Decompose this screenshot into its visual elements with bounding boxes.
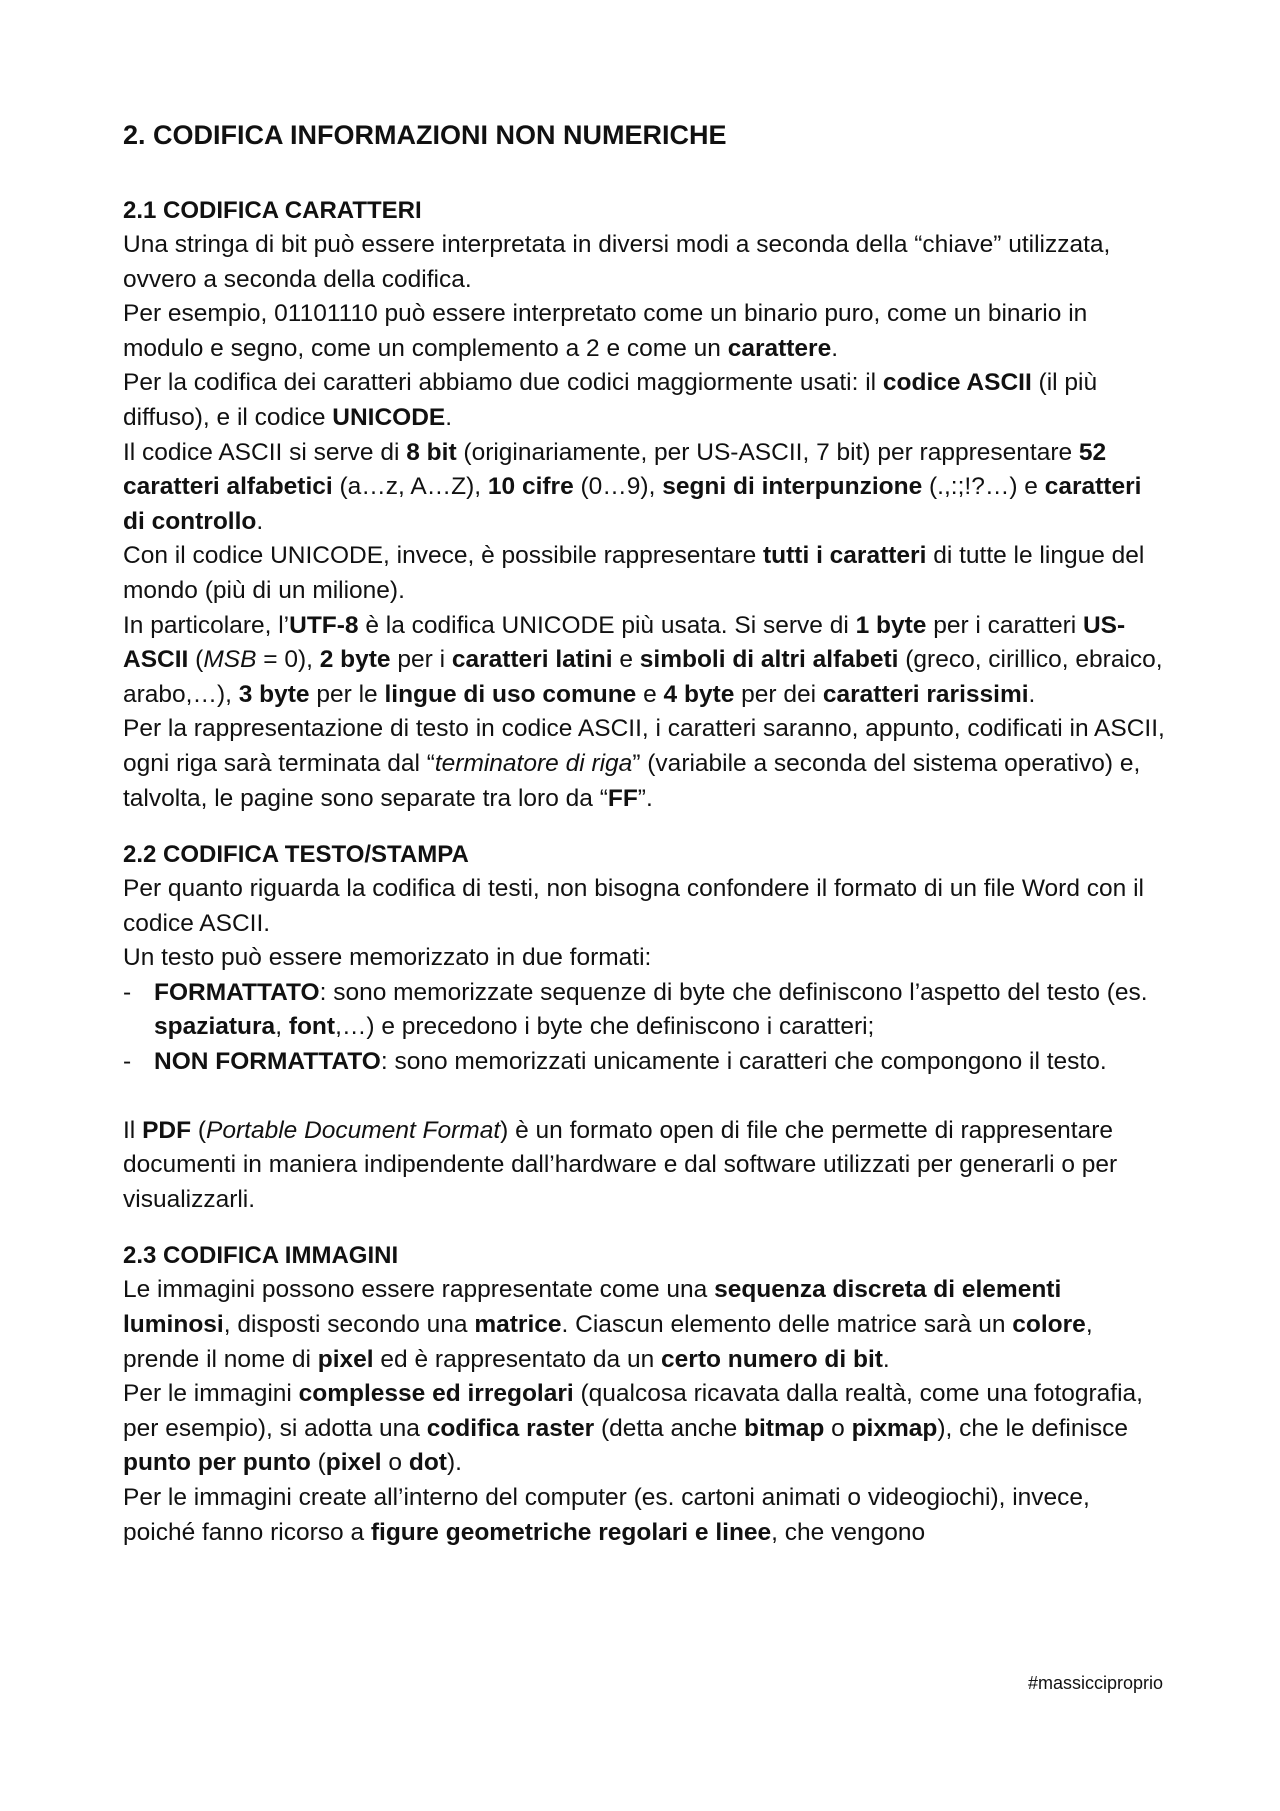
paragraph: Il codice ASCII si serve di 8 bit (originariamente, per US-ASCII, 7 bit) per rappresentare 52 caratteri alfabetici (a…z, A…Z), 10 cifre (0…9), segni di interpunzione (.,:;!?…) e caratteri di controllo. <box>123 438 1142 535</box>
section-heading: 2.3 CODIFICA IMMAGINI <box>123 1242 399 1270</box>
section-2-3 <box>123 1239 1168 1550</box>
paragraph: Le immagini possono essere rappresentate come una sequenza discreta di elementi luminosi, disposti secondo una matrice. Ciascun elemento delle matrice sarà un colore, prende il nome di pixel ed è rappresentato da un certo numero di bit. <box>123 1276 1093 1373</box>
paragraph: Per la codifica dei caratteri abbiamo due codici maggiormente usati: il codice ASCII (il più diffuso), e il codice UNICODE. <box>123 369 1098 431</box>
paragraph: Per le immagini complesse ed irregolari (qualcosa ricavata dalla realtà, come una fotografia, per esempio), si adotta una codifica raster (detta anche bitmap o pixmap), che le definisce punto per punto (pixel o dot). <box>123 1380 1143 1477</box>
section-heading: 2.2 CODIFICA TESTO/STAMPA <box>123 841 469 869</box>
paragraph: Con il codice UNICODE, invece, è possibile rappresentare tutti i caratteri di tutte le lingue del mondo (più di un milione). <box>123 542 1145 604</box>
paragraph: Per quanto riguarda la codifica di testi, non bisogna confondere il formato di un file Word con il codice ASCII. <box>123 875 1144 937</box>
paragraph: Per le immagini create all’interno del computer (es. cartoni animati o videogiochi), invece, poiché fanno ricorso a figure geometriche regolari e linee, che vengono <box>123 1484 1090 1546</box>
paragraph: Per la rappresentazione di testo in codice ASCII, i caratteri saranno, appunto, codificati in ASCII, ogni riga sarà terminata dal “terminatore di riga” (variabile a seconda del sistema operativo) e, talvolta, le pagine sono separate tra loro da “FF”. <box>123 715 1165 812</box>
paragraph: Un testo può essere memorizzato in due formati: <box>123 944 652 972</box>
section-heading: 2.1 CODIFICA CARATTERI <box>123 197 422 224</box>
paragraph: Per esempio, 01101110 può essere interpretato come un binario puro, come un binario in modulo e segno, come un complemento a 2 e come un carattere. <box>123 300 1088 362</box>
list-item: - FORMATTATO: sono memorizzate sequenze di byte che definiscono l’aspetto del testo (es. spaziatura, font,…) e precedono i byte che definiscono i caratteri; <box>123 978 1148 1041</box>
paragraph: In particolare, l’UTF-8 è la codifica UNICODE più usata. Si serve di 1 byte per i caratteri US-ASCII (MSB = 0), 2 byte per i caratteri latini e simboli di altri alfabeti (greco, cirillico, ebraico, arabo,…), 3 byte per le lingue di uso comune e 4 byte per dei caratteri rarissimi. <box>123 611 1163 708</box>
page-title: 2. CODIFICA INFORMAZIONI NON NUMERICHE <box>123 120 727 150</box>
document-page <box>123 118 1168 1572</box>
format-list <box>123 976 1168 1080</box>
list-item: - NON FORMATTATO: sono memorizzati unicamente i caratteri che compongono il testo. <box>123 1048 1107 1076</box>
section-2-1 <box>123 194 1168 816</box>
footer-hashtag: #massicciproprio <box>1027 1673 1163 1693</box>
paragraph: Una stringa di bit può essere interpretata in diversi modi a seconda della “chiave” utilizzata, ovvero a seconda della codifica. <box>123 231 1111 293</box>
section-2-2 <box>123 838 1168 1217</box>
paragraph: Il PDF (Portable Document Format) è un formato open di file che permette di rappresentare documenti in maniera indipendente dall’hardware e dal software utilizzati per generarli o per visualizzarli. <box>123 1116 1118 1213</box>
